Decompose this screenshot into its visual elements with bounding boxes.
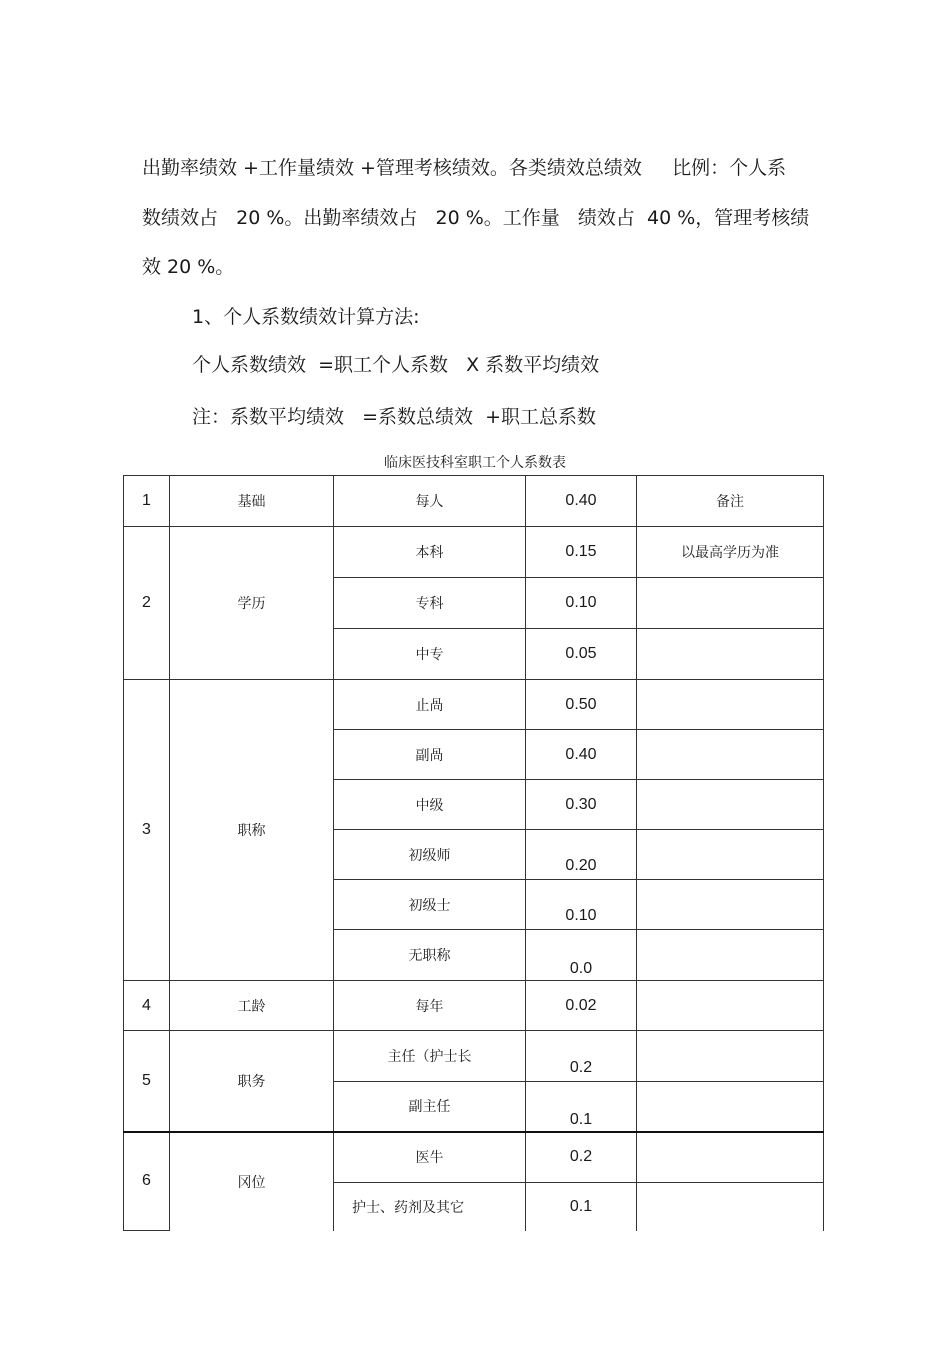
item-cell: 专科 [334,578,526,629]
note-cell [637,680,824,730]
paragraph-line-1: 出勤率绩效 +工作量绩效 +管理考核绩效。各类绩效总绩效 比例：个人系 [142,157,787,179]
row-number: 2 [124,527,170,680]
note-cell [637,1031,824,1082]
section-heading: 1、个人系数绩效计算方法: [192,306,420,328]
note-cell [637,1132,824,1183]
note-cell [637,629,824,680]
category-cell: 职务 [170,1031,334,1132]
item-cell: 初级师 [334,830,526,880]
note-cell [637,981,824,1031]
item-cell: 本科 [334,527,526,578]
value-cell: 0.1 [526,1183,637,1231]
note-cell: 以最高学历为准 [637,527,824,578]
table-row [124,981,824,1031]
value-cell: 0.40 [526,476,637,527]
item-cell: 护士、药剂及其它 [334,1183,526,1231]
value-cell: 0.20 [526,830,637,880]
note-cell [637,880,824,930]
note-line: 注：系数平均绩效 =系数总绩效 +职工总系数 [192,406,597,428]
note-cell [637,930,824,981]
paragraph-line-2: 数绩效占 20 %。出勤率绩效占 20 %。工作量 绩效占 40 %，管理考核绩 [142,207,810,229]
value-cell: 0.15 [526,527,637,578]
category-cell: 基础 [170,476,334,527]
value-cell: 0.30 [526,780,637,830]
value-cell: 0.10 [526,578,637,629]
category-cell: 工龄 [170,981,334,1031]
item-cell: 止咼 [334,680,526,730]
row-number: 1 [124,476,170,527]
value-cell: 0.1 [526,1082,637,1132]
row-number: 3 [124,680,170,981]
item-cell: 副主任 [334,1082,526,1132]
value-cell: 0.05 [526,629,637,680]
value-cell: 0.2 [526,1031,637,1082]
table-row [124,1132,824,1183]
item-cell: 医牛 [334,1132,526,1183]
table-caption: 临床医技科室职工个人系数表 [384,455,566,471]
value-cell: 0.2 [526,1132,637,1183]
item-cell: 每年 [334,981,526,1031]
item-cell: 主任（护士长 [334,1031,526,1082]
item-cell: 每人 [334,476,526,527]
paragraph-line-3: 效 20 %。 [142,256,235,278]
category-cell: 职称 [170,680,334,981]
item-cell: 无职称 [334,930,526,981]
coefficient-table [123,475,824,1231]
note-cell [637,578,824,629]
note-cell [637,1183,824,1231]
item-cell: 中级 [334,780,526,830]
note-cell [637,780,824,830]
category-cell: 冈位 [170,1132,334,1231]
row-number: 5 [124,1031,170,1132]
note-cell: 备注 [637,476,824,527]
table-row [124,476,824,527]
row-number: 4 [124,981,170,1031]
value-cell: 0.50 [526,680,637,730]
item-cell: 副咼 [334,730,526,780]
value-cell: 0.10 [526,880,637,930]
value-cell: 0.40 [526,730,637,780]
item-cell: 初级士 [334,880,526,930]
table-row [124,1031,824,1082]
note-cell [637,1082,824,1132]
formula-line: 个人系数绩效 =职工个人系数 X 系数平均绩效 [192,354,600,376]
row-number: 6 [124,1132,170,1231]
table-row [124,527,824,578]
category-cell: 学历 [170,527,334,680]
item-cell: 中专 [334,629,526,680]
value-cell: 0.02 [526,981,637,1031]
table-row [124,680,824,730]
value-cell: 0.0 [526,930,637,981]
note-cell [637,830,824,880]
note-cell [637,730,824,780]
